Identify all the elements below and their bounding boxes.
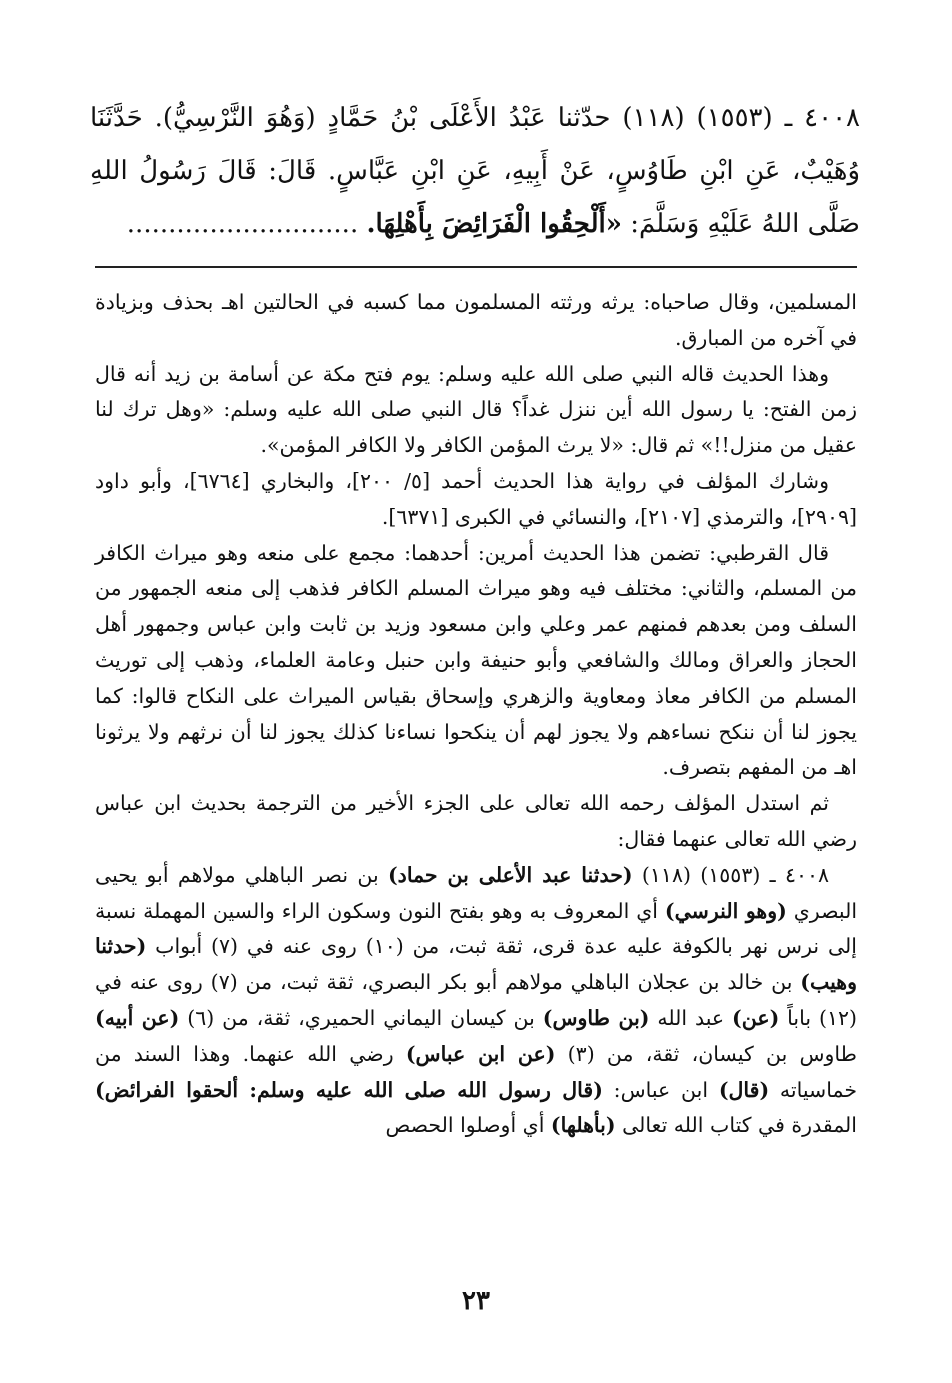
commentary-paragraph-3: وشارك المؤلف في رواية هذا الحديث أحمد [٥/ ٢٠٠]، والبخاري [٦٧٦٤]، وأبو داود [٢٩٠٩]، والترمذي [٢١٠٧]، والنسائي في الكبرى [٦٣٧١]. — [95, 468, 857, 529]
footnote-divider — [95, 266, 857, 268]
text-run: أي أوصلوا الحصص — [385, 1113, 551, 1138]
text-run: بن كيسان اليماني الحميري، ثقة، من (٦) — [179, 1005, 543, 1030]
hadith-text — [90, 92, 860, 251]
bold-run: (قال رسول الله صلى الله عليه وسلم: ألحقوا الفرائض) — [95, 1077, 603, 1102]
commentary-paragraph-2: وهذا الحديث قاله النبي صلى الله عليه وسلم: يوم فتح مكة عن أسامة بن زيد أنه قال زمن الفتح: يا رسول الله أين ننزل غداً؟ قال النبي صلى الله عليه وسلم: «وهل ترك لنا عقيل من منزل!!» ثم قال: «لا يرث المؤمن الكافر ولا الكافر المؤمن». — [95, 361, 857, 458]
text-run: طاوس بن كيسان، ثقة، من (٣) — [555, 1041, 857, 1066]
text-run: بن نصر الباهلي مولاهم أبو يحيى البصري — [95, 862, 858, 923]
commentary-paragraph-1: المسلمين، وقال صاحباه: يرثه ورثته المسلمون مما كسبه في الحالتين اهـ بحذف وبزيادة في آخره من المبارق. — [95, 290, 857, 350]
text-run: رضي الله عنهما. وهذا السند من خماسياته — [95, 1041, 857, 1102]
text-run: أي المعروف به وهو بفتح النون وسكون الراء والسين المهملة نسبة إلى نرس نهر بالكوفة عليه عدة قرى، ثقة ثبت، من (١٠) روى عنه في (٧) أبواب — [95, 898, 857, 959]
bold-run: (حدثنا وهيب) — [95, 934, 858, 995]
bold-run: (عن أبيه) — [95, 1005, 180, 1030]
bold-run: (عن) — [732, 1005, 780, 1030]
bold-run: (حدثنا عبد الأعلى بن حماد) — [387, 862, 633, 887]
commentary-paragraph-6 — [95, 858, 857, 1144]
bold-run: (عن ابن عباس) — [405, 1041, 556, 1066]
bold-run: (قال) — [718, 1077, 770, 1102]
bold-run: (وهو النرسي) — [664, 898, 787, 923]
commentary-body — [95, 285, 857, 1144]
text-run: عبد الله — [649, 1005, 733, 1030]
bold-run: (بأهلها) — [550, 1113, 616, 1138]
text-run: بن خالد بن عجلان الباهلي مولاهم أبو بكر البصري، ثقة ثبت، من (٧) روى عنه في (١٢) باباً — [95, 970, 858, 1030]
commentary-paragraph-4: قال القرطبي: تضمن هذا الحديث أمرين: أحدهما: مجمع على منعه وهو ميراث الكافر من المسلم، والثاني: مختلف فيه وهو ميراث المسلم الكافر فذهب إلى منعه الجمهور من السلف ومن بعدهم فمنهم عمر وعلي وابن مسعود وزيد بن ثابت وابن عباس وجمهور أهل الحجاز والعراق ومالك والشافعي وأبو حنيفة وابن حنبل وعامة العلماء، وذهب إلى توريث المسلم من الكافر معاذ ومعاوية والزهري وإسحاق بقياس الميراث على النكاح قالوا: كما يجوز لنا أن ننكح نساءهم ولا يجوز لهم أن ينكحوا نساءنا كذلك يجوز لنا أن نرثهم ولا يرثونا اهـ من المفهم بتصرف. — [95, 540, 857, 780]
page-number: ٢٣ — [462, 1286, 490, 1316]
bold-run: (بن طاوس) — [542, 1005, 650, 1030]
hadith-chain: ٤٠٠٨ ـ (١٥٥٣) (١١٨) حدّثنا عَبْدُ الأَعْلَى بْنُ حَمَّادٍ (وَهُوَ النَّرْسِيُّ). حَدَّثَنَا وُهَيْبٌ، عَنِ ابْنِ طَاوُسٍ، عَنْ أَبِيهِ، عَنِ ابْنِ عَبَّاسٍ. قَالَ: قَالَ رَسُولُ اللهِ صَلَّى اللهُ عَلَيْهِ وَسَلَّمَ: — [90, 103, 860, 239]
commentary-paragraph-5: ثم استدل المؤلف رحمه الله تعالى على الجزء الأخير من الترجمة بحديث ابن عباس رضي الله تعالى عنهما فقال: — [95, 791, 857, 851]
text-run: ابن عباس: — [602, 1077, 719, 1102]
text-run: ٤٠٠٨ ـ (١٥٥٣) (١١٨) — [632, 862, 830, 887]
hadith-continuation-dots: ............................ — [126, 209, 359, 239]
hadith-quote: «أَلْحِقُوا الْفَرَائِضَ بِأَهْلِهَا. — [366, 209, 622, 239]
text-run: المقدرة في كتاب الله تعالى — [615, 1113, 857, 1138]
